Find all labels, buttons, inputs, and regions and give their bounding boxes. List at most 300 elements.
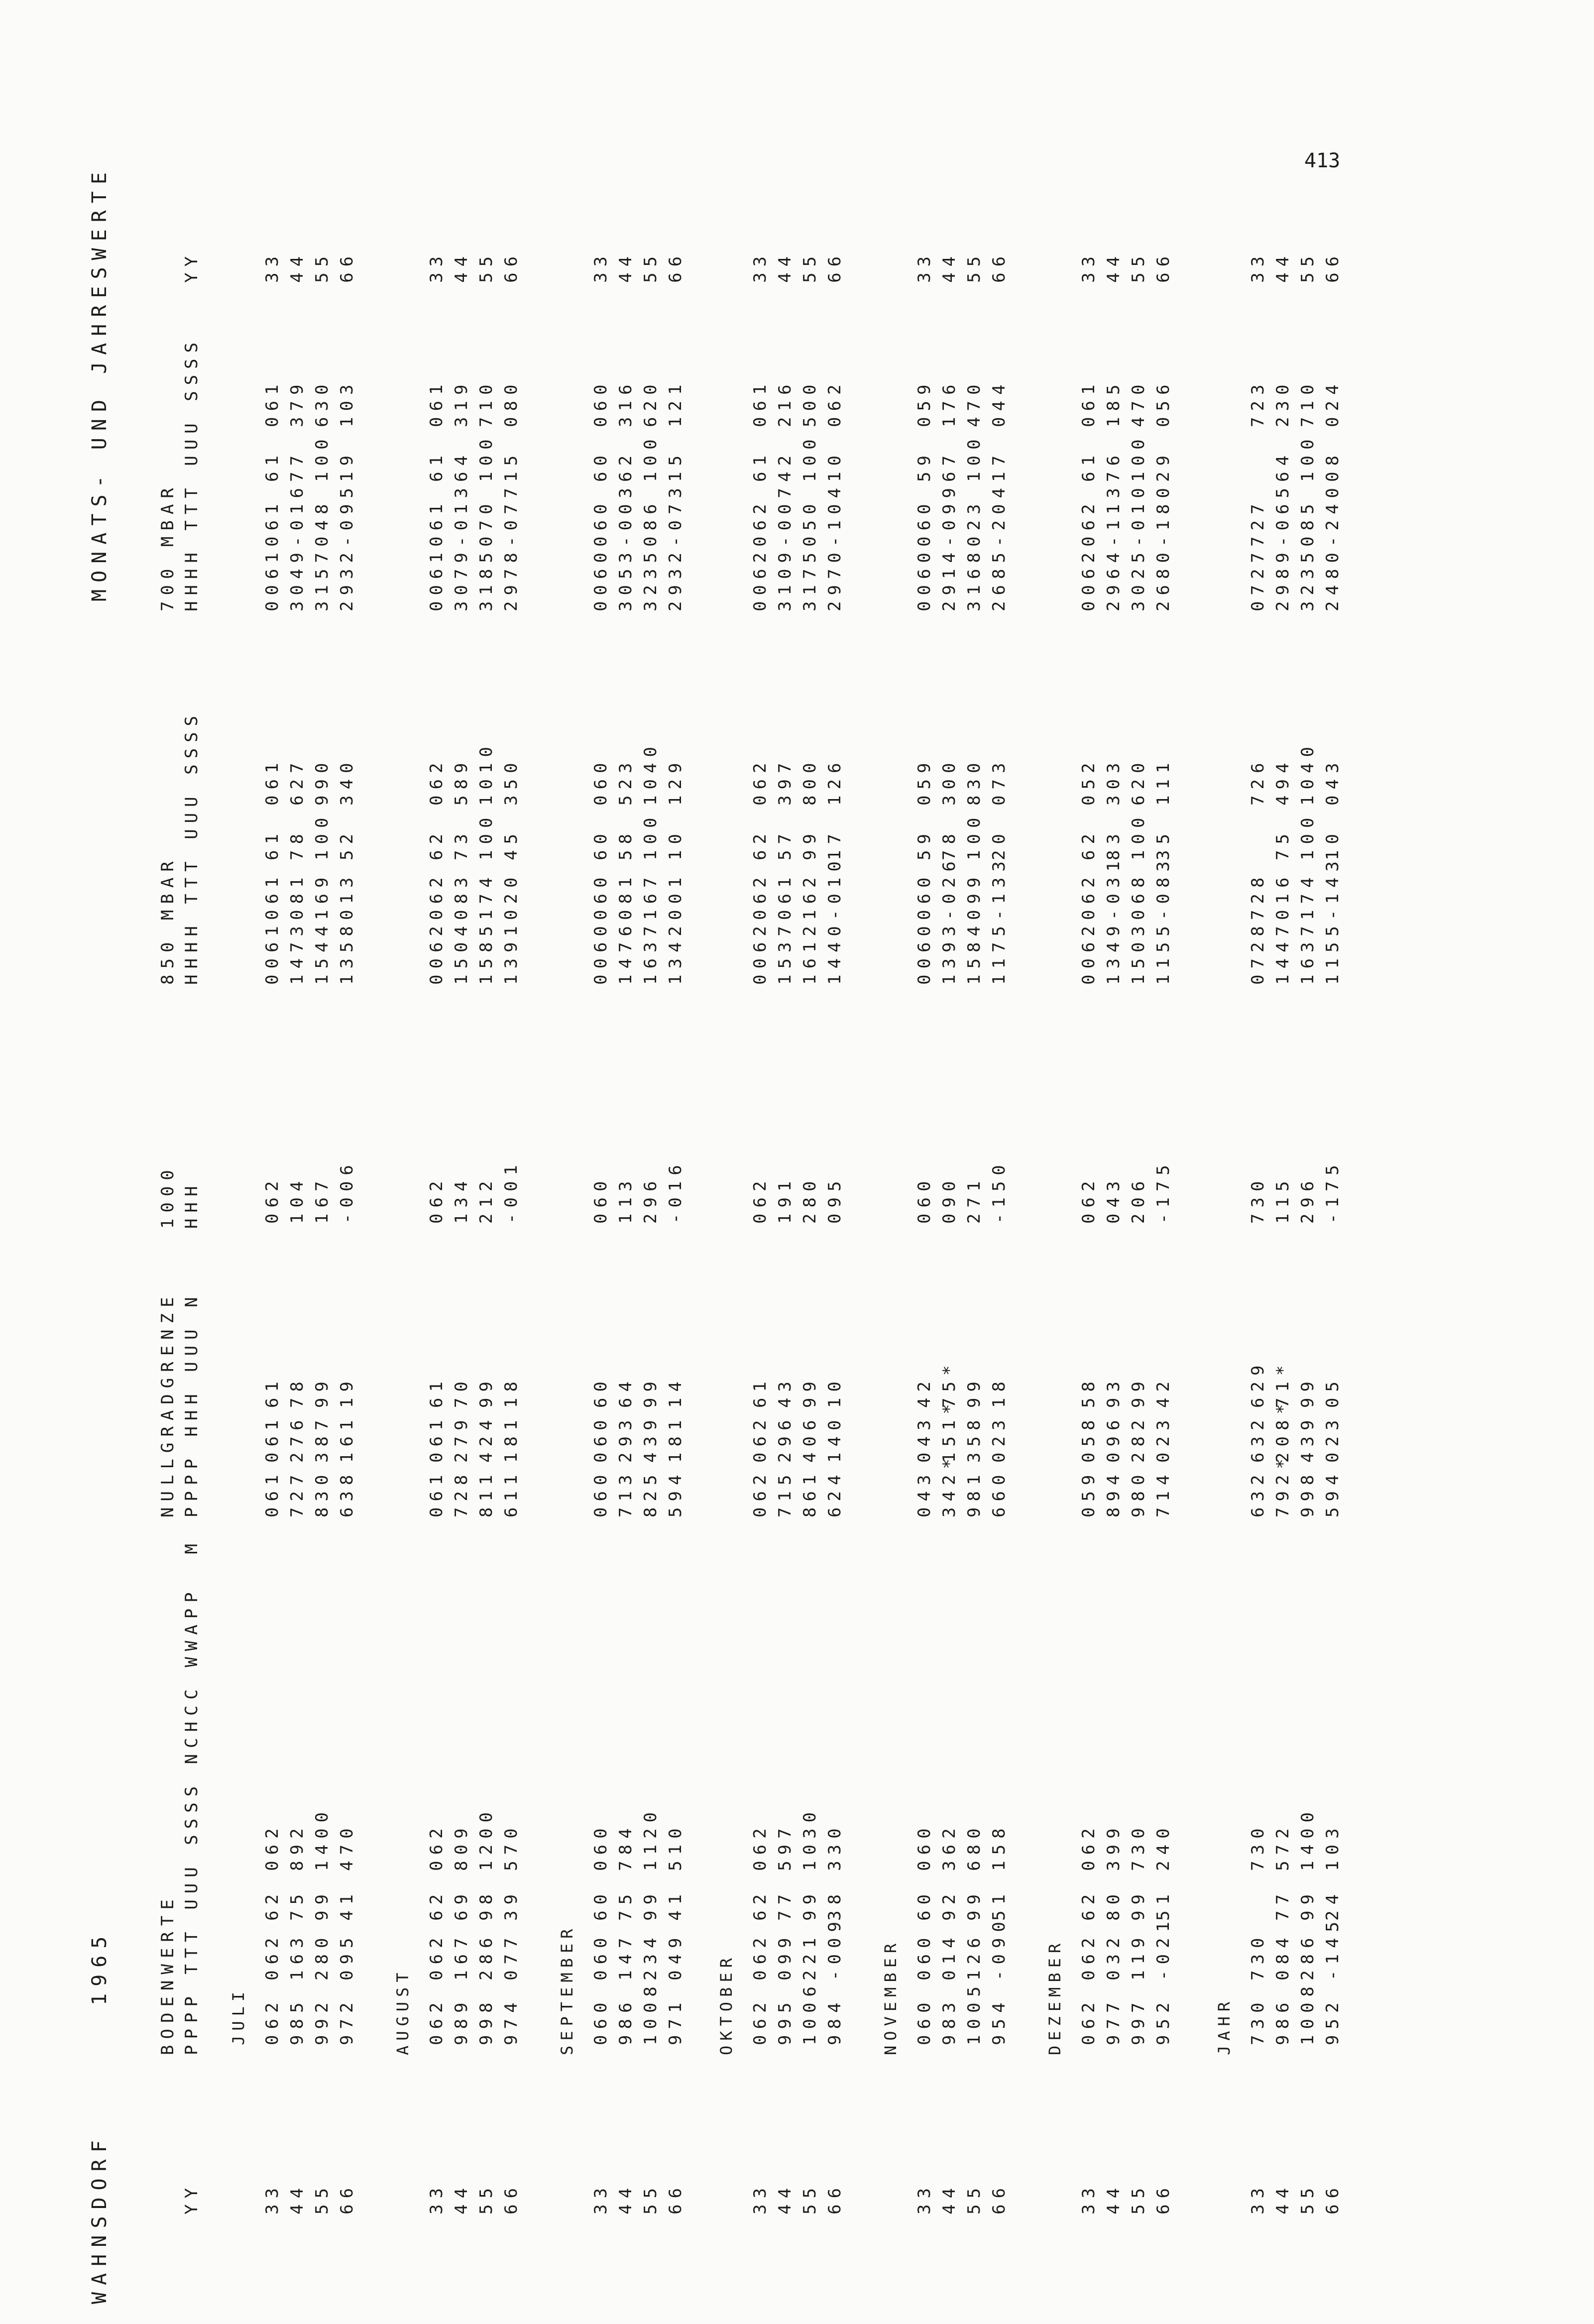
h850-cell: 059 bbox=[914, 757, 934, 806]
boden-cell: 24 bbox=[1323, 1888, 1343, 1921]
h700-cell: 061 bbox=[750, 378, 770, 427]
nullgrad-cell: 42 bbox=[1153, 1376, 1173, 1408]
h700-cell: 056 bbox=[1153, 378, 1173, 427]
yy-cell: 44 bbox=[775, 2182, 795, 2214]
h700-cell: 0062 bbox=[750, 547, 770, 611]
nullgrad-cell: 062 bbox=[750, 1469, 770, 1517]
h700-cell: 061 bbox=[262, 498, 282, 547]
h700-cell: -010 bbox=[1129, 482, 1148, 547]
yy-right-cell: 44 bbox=[452, 250, 471, 283]
h850-cell: 340 bbox=[337, 757, 357, 806]
yy-cell: 33 bbox=[427, 2182, 447, 2214]
station-name: WAHNSDORF bbox=[88, 2133, 111, 2304]
nullgrad-cell: 629 bbox=[1248, 1359, 1268, 1408]
nullgrad-cell: 060 bbox=[591, 1414, 611, 1463]
boden-cell: 41 bbox=[337, 1888, 357, 1921]
nullgrad-cell: 439 bbox=[1298, 1414, 1318, 1463]
h850-cell: 1175 bbox=[989, 920, 1009, 985]
nullgrad-cell: 61 bbox=[750, 1376, 770, 1408]
h1000-cell: 062 bbox=[750, 1175, 770, 1224]
h1000-cell: 060 bbox=[914, 1175, 934, 1224]
boden-cell: 060 bbox=[914, 1996, 934, 2045]
yy-cell: 66 bbox=[501, 2182, 521, 2214]
h850-cell: 1155 bbox=[1153, 920, 1173, 985]
nullgrad-cell: 99 bbox=[476, 1376, 496, 1408]
h1000-cell: 134 bbox=[452, 1175, 471, 1224]
boden-cell: 062 bbox=[262, 1822, 282, 1871]
boden-cell: 158 bbox=[989, 1822, 1009, 1871]
boden-cell: 062 bbox=[750, 1996, 770, 2045]
h700-cell: 2685 bbox=[989, 547, 1009, 611]
h850-cell: 100 bbox=[476, 812, 496, 860]
boden-cell: 240 bbox=[1153, 1822, 1173, 1871]
h700-cell: 2932 bbox=[337, 547, 357, 611]
nullgrad-cell: 14 bbox=[666, 1376, 685, 1408]
h700-cell: 060 bbox=[914, 498, 934, 547]
h1000-cell: -001 bbox=[501, 1159, 521, 1224]
h850-cell: 620 bbox=[1129, 757, 1148, 806]
nullgrad-cell: 75* bbox=[939, 1359, 959, 1408]
h700-cell: 3168 bbox=[964, 547, 984, 611]
h700-cell: 100 bbox=[476, 433, 496, 482]
h700-cell: 470 bbox=[1129, 378, 1148, 427]
h850-cell: 061 bbox=[262, 757, 282, 806]
h850-cell: 073 bbox=[989, 757, 1009, 806]
h700-cell: 085 bbox=[1298, 498, 1318, 547]
h850-cell: -143 bbox=[1323, 855, 1343, 920]
yy-right-column-header: YY bbox=[182, 250, 202, 283]
h700-cell: 3109 bbox=[775, 547, 795, 611]
data-sheet bbox=[0, 34, 1594, 2324]
h1000-cell: 062 bbox=[262, 1175, 282, 1224]
boden-cell: 570 bbox=[501, 1822, 521, 1871]
h850-cell: 100 bbox=[312, 812, 332, 860]
nullgrad-cell: 439 bbox=[641, 1414, 661, 1463]
h850-cell: 83 bbox=[1104, 828, 1124, 860]
h700-cell: -065 bbox=[1273, 482, 1293, 547]
nullgrad-cell: 342* bbox=[939, 1453, 959, 1517]
boden-cell: 80 bbox=[1104, 1888, 1124, 1921]
h700-cell: -007 bbox=[775, 482, 795, 547]
h850-cell: 800 bbox=[800, 757, 820, 806]
h850-cell: 52 bbox=[337, 828, 357, 860]
h850-cell: 0062 bbox=[427, 920, 447, 985]
boden-group-header: BODENWERTE bbox=[158, 1893, 178, 2055]
h700-cell: 3235 bbox=[641, 547, 661, 611]
boden-cell: 062 bbox=[750, 1932, 770, 1980]
yy-cell: 55 bbox=[312, 2182, 332, 2214]
h700-cell: 100 bbox=[641, 433, 661, 482]
h700-cell: 630 bbox=[312, 378, 332, 427]
h700-cell: 0062 bbox=[1079, 547, 1099, 611]
nullgrad-cell: 18 bbox=[989, 1376, 1009, 1408]
boden-cell: 147 bbox=[616, 1932, 636, 1980]
yy-right-cell: 55 bbox=[641, 250, 661, 283]
boden-cell: 062 bbox=[427, 1996, 447, 2045]
boden-cell: 997 bbox=[1129, 1996, 1148, 2045]
h850-cell: 081 bbox=[287, 871, 307, 920]
page-number: 413 bbox=[1304, 149, 1341, 172]
h850-cell: 397 bbox=[775, 757, 795, 806]
h850-cell: 990 bbox=[312, 757, 332, 806]
nullgrad-cell: 998 bbox=[1298, 1469, 1318, 1517]
yy-right-cell: 44 bbox=[775, 250, 795, 283]
nullgrad-cell: 43 bbox=[775, 1376, 795, 1408]
nullgrad-cell: 42 bbox=[914, 1376, 934, 1408]
boden-cell: 986 bbox=[1273, 1996, 1293, 2045]
nullgrad-cell: 096 bbox=[1104, 1414, 1124, 1463]
h700-cell: 176 bbox=[939, 378, 959, 427]
boden-cell: 98 bbox=[476, 1888, 496, 1921]
boden-cell: 049 bbox=[666, 1932, 685, 1980]
nullgrad-cell: 727 bbox=[287, 1469, 307, 1517]
section-label: JULI bbox=[229, 1986, 248, 2045]
yy-right-cell: 66 bbox=[989, 250, 1009, 283]
yy-cell: 44 bbox=[1273, 2182, 1293, 2214]
h700-cell: 062 bbox=[1079, 498, 1099, 547]
yy-column-header: YY bbox=[182, 2182, 202, 2214]
boden-cell: 62 bbox=[427, 1888, 447, 1921]
yy-cell: 55 bbox=[1298, 2182, 1318, 2214]
boden-cell: 971 bbox=[666, 1996, 685, 2045]
h700-cell: 500 bbox=[800, 378, 820, 427]
h700-cell: 723 bbox=[1248, 378, 1268, 427]
h700-cell: 100 bbox=[1298, 433, 1318, 482]
h1000-cell: -175 bbox=[1153, 1159, 1173, 1224]
h700-cell: 050 bbox=[800, 498, 820, 547]
boden-cell: 954 bbox=[989, 1996, 1009, 2045]
nullgrad-cell: 715 bbox=[775, 1469, 795, 1517]
h700-cell: 3185 bbox=[476, 547, 496, 611]
h700-cell: 319 bbox=[452, 378, 471, 427]
nullgrad-cell: 632 bbox=[1248, 1414, 1268, 1463]
yy-right-cell: 33 bbox=[262, 250, 282, 283]
boden-cell: 730 bbox=[1248, 1822, 1268, 1871]
h850-cell: 1447 bbox=[1273, 920, 1293, 985]
h850-cell: 016 bbox=[1273, 871, 1293, 920]
nullgrad-cell: 10 bbox=[825, 1376, 845, 1408]
boden-cell: 77 bbox=[1273, 1888, 1293, 1921]
h850-cell: 0061 bbox=[262, 920, 282, 985]
nullgrad-cell: 980 bbox=[1129, 1469, 1148, 1517]
h850-cell: 1040 bbox=[641, 741, 661, 806]
h700-cell: 61 bbox=[427, 450, 447, 482]
boden-cell: -090 bbox=[989, 1916, 1009, 1980]
h700-cell: 121 bbox=[666, 378, 685, 427]
h700-cell: 316 bbox=[616, 378, 636, 427]
h850-cell: 589 bbox=[452, 757, 471, 806]
boden-cell: 399 bbox=[1104, 1822, 1124, 1871]
h700-cell: 61 bbox=[1079, 450, 1099, 482]
h700-cell: -113 bbox=[1104, 482, 1124, 547]
yy-right-cell: 33 bbox=[914, 250, 934, 283]
h700-cell: 060 bbox=[591, 498, 611, 547]
h850-cell: 78 bbox=[287, 828, 307, 860]
h850-cell: 62 bbox=[1079, 828, 1099, 860]
nullgrad-cell: 061 bbox=[427, 1414, 447, 1463]
h700-cell: 216 bbox=[775, 378, 795, 427]
yy-cell: 66 bbox=[1323, 2182, 1343, 2214]
h850-cell: 060 bbox=[914, 871, 934, 920]
h850-cell: 1358 bbox=[337, 920, 357, 985]
boden-cell: 060 bbox=[914, 1932, 934, 1980]
yy-cell: 55 bbox=[476, 2182, 496, 2214]
h1000-cell: 060 bbox=[591, 1175, 611, 1224]
h700-cell: 080 bbox=[501, 378, 521, 427]
nullgrad-group-header: NULLGRADGRENZE bbox=[158, 1291, 178, 1517]
h700-cell: 59 bbox=[914, 450, 934, 482]
h700-cell: -003 bbox=[616, 482, 636, 547]
h700-cell: 0060 bbox=[591, 547, 611, 611]
h700-cell: 062 bbox=[750, 498, 770, 547]
h850-cell: 126 bbox=[825, 757, 845, 806]
yy-cell: 66 bbox=[337, 2182, 357, 2214]
h700-cell: 2680 bbox=[1153, 547, 1173, 611]
h700-cell: 61 bbox=[750, 450, 770, 482]
nullgrad-cell: 18 bbox=[501, 1376, 521, 1408]
boden-cell: 1008 bbox=[641, 1980, 661, 2045]
h850-cell: 60 bbox=[591, 828, 611, 860]
h850-cell: 300 bbox=[939, 757, 959, 806]
h850-cell: 62 bbox=[427, 828, 447, 860]
yy-cell: 44 bbox=[616, 2182, 636, 2214]
h700-cell: -180 bbox=[1153, 482, 1173, 547]
h850-group-header: 850 MBAR bbox=[158, 855, 178, 985]
h700-cell: -095 bbox=[337, 482, 357, 547]
nullgrad-cell: 61 bbox=[427, 1376, 447, 1408]
h700-cell: 2989 bbox=[1273, 547, 1293, 611]
nullgrad-cell: 062 bbox=[750, 1414, 770, 1463]
nullgrad-cell: 894 bbox=[1104, 1469, 1124, 1517]
nullgrad-cell: 387 bbox=[312, 1414, 332, 1463]
h700-cell: 42 bbox=[775, 450, 795, 482]
h1000-cell: -150 bbox=[989, 1159, 1009, 1224]
h850-cell: 494 bbox=[1273, 757, 1293, 806]
boden-cell: 60 bbox=[591, 1888, 611, 1921]
yy-right-cell: 33 bbox=[591, 250, 611, 283]
h700-cell: 230 bbox=[1273, 378, 1293, 427]
h850-cell: 73 bbox=[452, 828, 471, 860]
nullgrad-cell: 99 bbox=[1298, 1376, 1318, 1408]
nullgrad-cell: 208* bbox=[1273, 1398, 1293, 1463]
boden-cell: 077 bbox=[501, 1932, 521, 1980]
yy-cell: 44 bbox=[1104, 2182, 1124, 2214]
yy-cell: 55 bbox=[800, 2182, 820, 2214]
yy-right-cell: 66 bbox=[337, 250, 357, 283]
boden-cell: 286 bbox=[476, 1932, 496, 1980]
nullgrad-cell: 861 bbox=[800, 1469, 820, 1517]
h700-cell: 100 bbox=[312, 433, 332, 482]
h1000-cell: -175 bbox=[1323, 1159, 1343, 1224]
yy-right-cell: 55 bbox=[1298, 250, 1318, 283]
nullgrad-cell: 811 bbox=[476, 1469, 496, 1517]
boden-cell: 998 bbox=[476, 1996, 496, 2045]
nullgrad-cell: 792* bbox=[1273, 1453, 1293, 1517]
boden-cell: 060 bbox=[591, 1996, 611, 2045]
yy-right-cell: 55 bbox=[476, 250, 496, 283]
h700-cell: -013 bbox=[452, 482, 471, 547]
yy-right-cell: 44 bbox=[287, 250, 307, 283]
yy-cell: 33 bbox=[262, 2182, 282, 2214]
h850-cell: 062 bbox=[1079, 871, 1099, 920]
boden-cell: 062 bbox=[262, 1932, 282, 1980]
h850-cell: 174 bbox=[476, 871, 496, 920]
h700-cell: 61 bbox=[262, 450, 282, 482]
yy-right-cell: 33 bbox=[427, 250, 447, 283]
h850-cell: 061 bbox=[775, 871, 795, 920]
h850-cell: 0060 bbox=[591, 920, 611, 985]
h850-cell: -133 bbox=[989, 855, 1009, 920]
nullgrad-cell: 140 bbox=[825, 1414, 845, 1463]
h700-cell: 64 bbox=[452, 450, 471, 482]
boden-cell: 99 bbox=[1129, 1888, 1148, 1921]
boden-cell: 984 bbox=[825, 1996, 845, 2045]
nullgrad-cell: 151* bbox=[939, 1398, 959, 1463]
h850-cell: -031 bbox=[1104, 855, 1124, 920]
nullgrad-cell: 061 bbox=[262, 1414, 282, 1463]
boden-cell: 62 bbox=[1079, 1888, 1099, 1921]
h850-cell: 726 bbox=[1248, 757, 1268, 806]
boden-cell: 103 bbox=[1323, 1822, 1343, 1871]
nullgrad-cell: 99 bbox=[1129, 1376, 1148, 1408]
yy-right-cell: 66 bbox=[1153, 250, 1173, 283]
yy-cell: 44 bbox=[452, 2182, 471, 2214]
h850-cell: 10 bbox=[1323, 828, 1343, 860]
h850-cell: 20 bbox=[989, 828, 1009, 860]
boden-cell: 084 bbox=[1273, 1932, 1293, 1980]
nullgrad-cell: 406 bbox=[800, 1414, 820, 1463]
h850-cell: 174 bbox=[1298, 871, 1318, 920]
h700-cell: 061 bbox=[1079, 378, 1099, 427]
boden-cell: 014 bbox=[939, 1932, 959, 1980]
boden-cell: 597 bbox=[775, 1822, 795, 1871]
h700-cell: 3053 bbox=[616, 547, 636, 611]
h700-cell: 379 bbox=[287, 378, 307, 427]
nullgrad-cell: 282 bbox=[1129, 1414, 1148, 1463]
h1000-cell: 090 bbox=[939, 1175, 959, 1224]
boden-cell: 952 bbox=[1153, 1996, 1173, 2045]
yy-right-cell: 55 bbox=[312, 250, 332, 283]
h700-cell: 048 bbox=[312, 498, 332, 547]
h850-cell: 10 bbox=[666, 828, 685, 860]
boden-cell: 730 bbox=[1248, 1932, 1268, 1980]
h850-cell: 099 bbox=[964, 871, 984, 920]
h1000-cell: 104 bbox=[287, 1175, 307, 1224]
nullgrad-cell: 60 bbox=[591, 1376, 611, 1408]
h850-cell: 060 bbox=[591, 757, 611, 806]
h700-cell: -204 bbox=[989, 482, 1009, 547]
nullgrad-cell: 279 bbox=[452, 1414, 471, 1463]
boden-cell: 1008 bbox=[1298, 1980, 1318, 2045]
h700-cell: 2978 bbox=[501, 547, 521, 611]
h850-cell: 129 bbox=[666, 757, 685, 806]
h850-cell: 1476 bbox=[616, 920, 636, 985]
section-label: JAHR bbox=[1215, 1996, 1234, 2055]
yy-right-cell: 44 bbox=[939, 250, 959, 283]
boden-cell: 167 bbox=[452, 1932, 471, 1980]
boden-cell: 989 bbox=[452, 1996, 471, 2045]
nullgrad-cell: 358 bbox=[964, 1414, 984, 1463]
h850-cell: 167 bbox=[641, 871, 661, 920]
h700-cell: 29 bbox=[1153, 450, 1173, 482]
h850-cell: 1503 bbox=[1129, 920, 1148, 985]
nullgrad-cell: 830 bbox=[312, 1469, 332, 1517]
boden-cell: 62 bbox=[750, 1888, 770, 1921]
h850-column-headers: HHHH TTT UUU SSSS bbox=[182, 710, 202, 985]
yy-right-cell: 66 bbox=[1323, 250, 1343, 283]
boden-cell: 1400 bbox=[312, 1806, 332, 1871]
boden-cell: 362 bbox=[939, 1822, 959, 1871]
h850-cell: 62 bbox=[750, 828, 770, 860]
h1000-cell: 191 bbox=[775, 1175, 795, 1224]
boden-cell: 095 bbox=[337, 1932, 357, 1980]
h700-cell: 19 bbox=[337, 450, 357, 482]
boden-cell: 60 bbox=[914, 1888, 934, 1921]
h850-cell: 061 bbox=[262, 871, 282, 920]
boden-cell: 992 bbox=[312, 1996, 332, 2045]
nullgrad-cell: 71* bbox=[1273, 1359, 1293, 1408]
nullgrad-cell: 58 bbox=[1079, 1376, 1099, 1408]
boden-cell: 221 bbox=[800, 1932, 820, 1980]
yy-cell: 44 bbox=[287, 2182, 307, 2214]
h850-cell: 99 bbox=[800, 828, 820, 860]
h850-cell: 303 bbox=[1104, 757, 1124, 806]
h850-cell: 060 bbox=[591, 871, 611, 920]
h850-cell: 35 bbox=[1153, 828, 1173, 860]
h850-cell: 111 bbox=[1153, 757, 1173, 806]
boden-cell: 062 bbox=[1079, 1996, 1099, 2045]
yy-cell: 66 bbox=[825, 2182, 845, 2214]
yy-right-cell: 44 bbox=[1273, 250, 1293, 283]
h700-cell: 062 bbox=[825, 378, 845, 427]
yy-right-cell: 55 bbox=[800, 250, 820, 283]
h850-cell: 1584 bbox=[964, 920, 984, 985]
yy-right-cell: 33 bbox=[1079, 250, 1099, 283]
boden-cell: 280 bbox=[312, 1932, 332, 1980]
nullgrad-cell: 981 bbox=[964, 1469, 984, 1517]
h700-cell: 100 bbox=[1129, 433, 1148, 482]
h700-cell: -099 bbox=[939, 482, 959, 547]
nullgrad-cell: 023 bbox=[1153, 1414, 1173, 1463]
h1000-cell: 296 bbox=[1298, 1175, 1318, 1224]
h850-cell: 013 bbox=[337, 871, 357, 920]
h850-cell: 627 bbox=[287, 757, 307, 806]
h850-cell: 58 bbox=[616, 828, 636, 860]
nullgrad-cell: 61 bbox=[262, 1376, 282, 1408]
boden-cell: 99 bbox=[1298, 1888, 1318, 1921]
h700-cell: 061 bbox=[262, 378, 282, 427]
boden-cell: 784 bbox=[616, 1822, 636, 1871]
nullgrad-cell: 181 bbox=[666, 1414, 685, 1463]
nullgrad-cell: 19 bbox=[337, 1376, 357, 1408]
boden-column-headers: PPPP TTT UUU SSSS NCHCC WWAPP M bbox=[182, 1537, 202, 2055]
h700-cell: 0727 bbox=[1248, 547, 1268, 611]
h700-cell: 10 bbox=[825, 450, 845, 482]
h700-cell: 710 bbox=[1298, 378, 1318, 427]
h700-cell: 64 bbox=[1273, 450, 1293, 482]
yy-right-cell: 44 bbox=[1104, 250, 1124, 283]
h850-cell: 062 bbox=[427, 871, 447, 920]
section-label: NOVEMBER bbox=[881, 1938, 900, 2055]
nullgrad-cell: 060 bbox=[591, 1469, 611, 1517]
h850-cell: 0728 bbox=[1248, 920, 1268, 985]
nullgrad-cell: 05 bbox=[1323, 1376, 1343, 1408]
boden-cell: 062 bbox=[427, 1932, 447, 1980]
h850-cell: 1391 bbox=[501, 920, 521, 985]
h700-cell: 62 bbox=[616, 450, 636, 482]
boden-cell: 062 bbox=[262, 1996, 282, 2045]
boden-cell: 286 bbox=[1298, 1932, 1318, 1980]
